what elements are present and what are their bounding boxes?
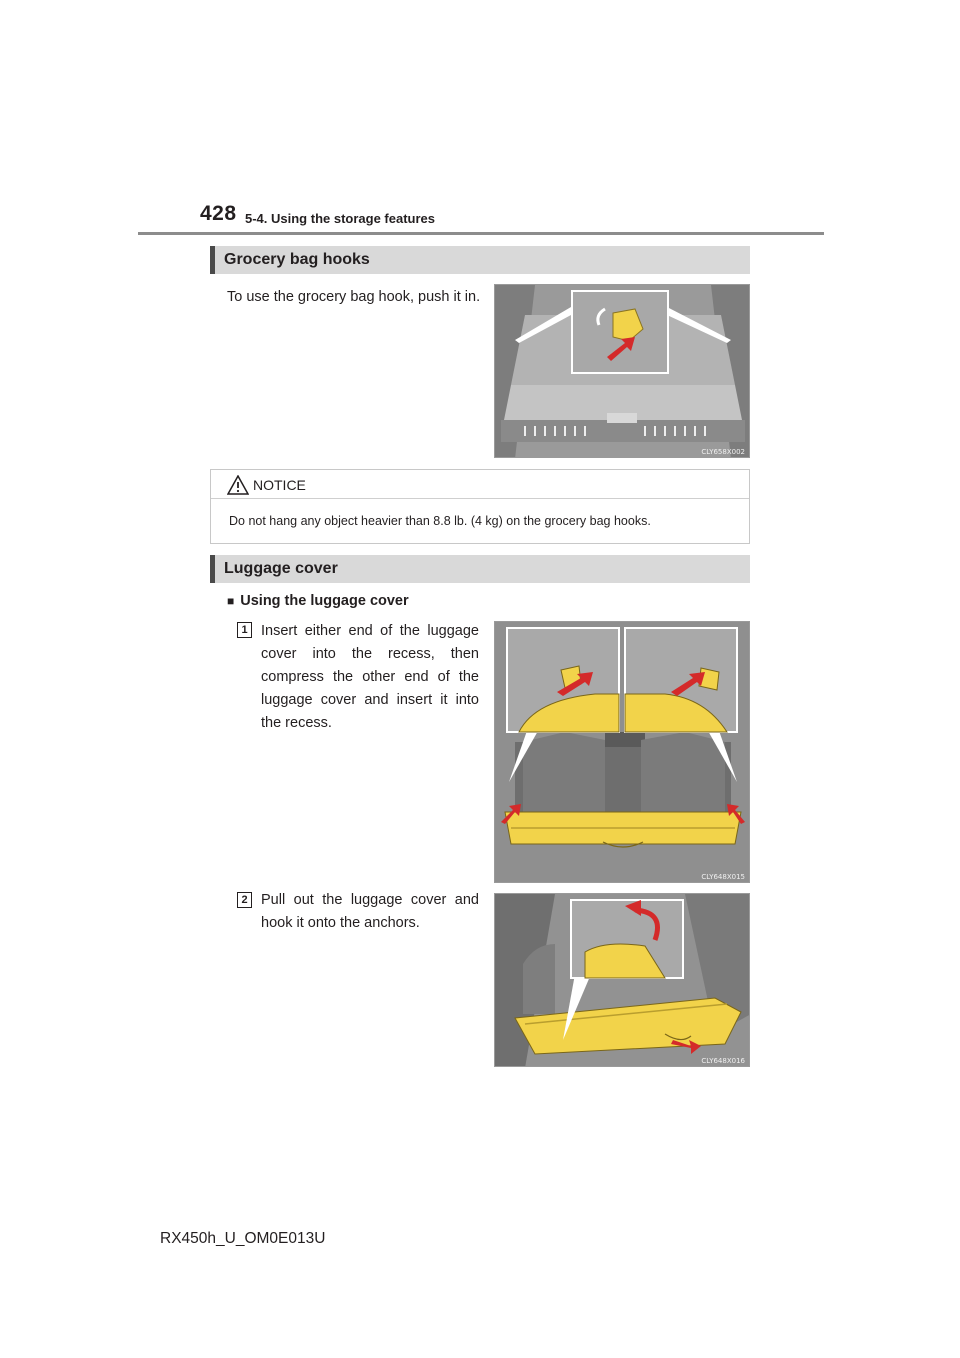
section-title: Luggage cover [224, 560, 338, 577]
section-heading-luggage-cover [210, 555, 750, 583]
notice-title: NOTICE [253, 477, 306, 493]
page-number: 428 [200, 202, 237, 225]
grocery-hook-figure [494, 284, 750, 458]
grocery-hook-illustration [495, 285, 750, 458]
step-number-2: 2 [237, 892, 252, 908]
figure-code: CLY658X002 [701, 448, 745, 456]
luggage-cover-hook-figure [494, 893, 750, 1067]
section-heading-grocery-bag-hooks [210, 246, 750, 274]
subheading-using-luggage-cover [227, 593, 409, 609]
notice-divider [211, 498, 749, 499]
step-1-text: Insert either end of the luggage cover into the recess, then compress the other end of the luggage cover and insert it into the recess. [261, 623, 479, 731]
luggage-cover-insert-figure [494, 621, 750, 883]
figure-code: CLY648X015 [701, 873, 745, 881]
step-number-1: 1 [237, 622, 252, 638]
subheading-text: Using the luggage cover [240, 593, 409, 609]
chapter-title: 5-4. Using the storage features [245, 211, 435, 226]
luggage-cover-hook-illustration [495, 894, 750, 1067]
luggage-cover-insert-illustration [495, 622, 750, 883]
notice-box [210, 469, 750, 544]
step-2-text: Pull out the luggage cover and hook it onto the anchors. [261, 892, 479, 931]
notice-text: Do not hang any object heavier than 8.8 lb. (4 kg) on the grocery bag hooks. [229, 514, 651, 528]
manual-code: RX450h_U_OM0E013U [160, 1230, 326, 1247]
figure-code: CLY648X016 [701, 1057, 745, 1065]
grocery-instruction: To use the grocery bag hook, push it in. [227, 289, 481, 305]
bullet-square: ■ [227, 594, 235, 608]
header-rule [138, 232, 824, 235]
warning-icon [227, 475, 249, 495]
section-title: Grocery bag hooks [224, 251, 370, 268]
